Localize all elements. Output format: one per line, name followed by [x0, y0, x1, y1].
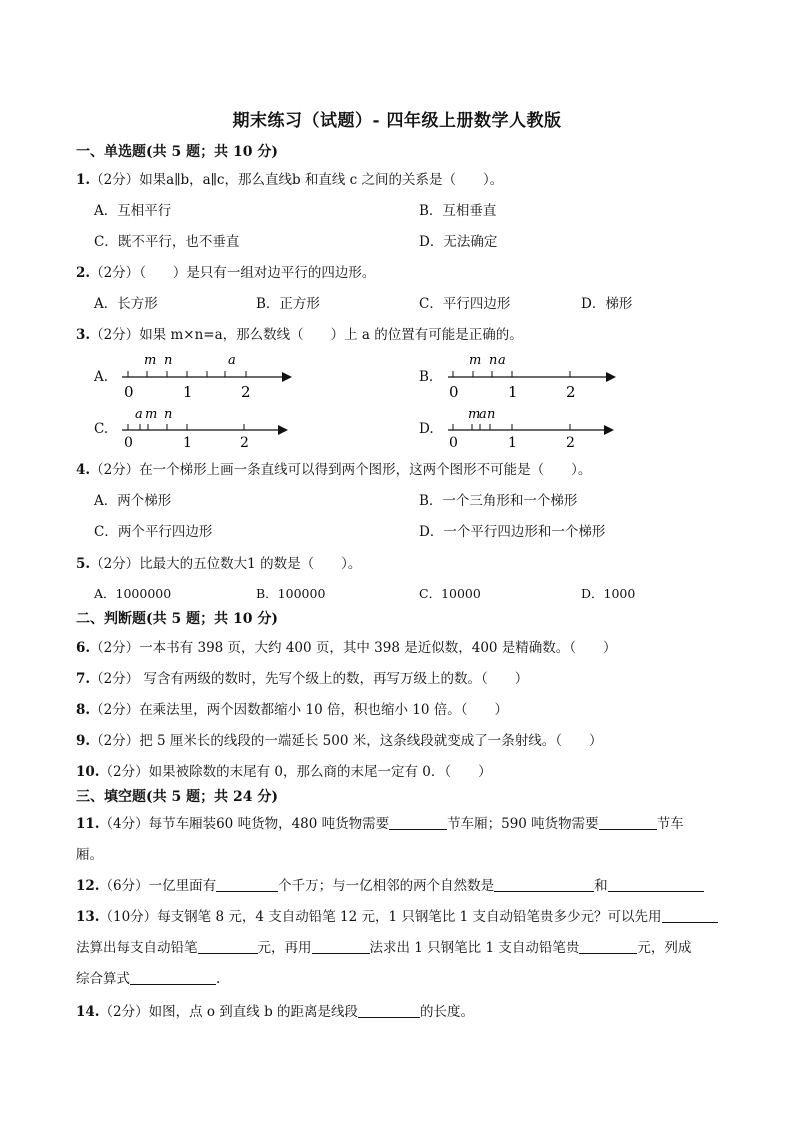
question-text: . — [216, 971, 221, 987]
answer-blank[interactable] — [312, 939, 370, 954]
tick-label-n: n — [489, 353, 498, 368]
tick-label-n: n — [487, 407, 496, 422]
tick-label-1: 1 — [508, 435, 517, 451]
question-text: 一本书有 398 页，大约 400 页，其中 398 是近似数，400 是精确数。（ ） — [139, 640, 617, 656]
question-text: 在一个梯形上画一条直线可以得到两个图形，这两个图形不可能是（ ）。 — [139, 462, 592, 478]
question-3 — [76, 323, 523, 343]
question-text: 把 5 厘米长的线段的一端延长 500 米，这条线段就变成了一条射线。（ ） — [139, 733, 603, 749]
q3-option-b-label: B. — [419, 369, 434, 385]
section-heading-single-choice: 一、单选题(共 5 题；共 10 分) — [76, 144, 278, 160]
question-score: （2分） — [90, 172, 140, 188]
q1-option-d: D．无法确定 — [419, 234, 498, 250]
question-9 — [76, 729, 602, 749]
question-score: （2分） — [90, 640, 140, 656]
tick-label-m: m — [145, 407, 158, 422]
tick-label-1: 1 — [183, 383, 193, 401]
question-11-continued: 厢。 — [76, 847, 103, 863]
answer-blank[interactable] — [198, 939, 258, 954]
q1-option-a: A．互相平行 — [94, 203, 172, 219]
tick-label-m: m — [144, 353, 157, 368]
question-text: 如图，点 o 到直线 b 的距离是线段 — [148, 1004, 359, 1020]
question-text: 如果a∥b，a∥c，那么直线b 和直线 c 之间的关系是（ ）。 — [139, 172, 504, 188]
question-text: 元，再用 — [257, 940, 312, 956]
question-number: 4. — [76, 462, 91, 478]
question-number: 1. — [76, 172, 91, 188]
q5-option-a: A．1000000 — [94, 586, 172, 601]
tick-label-m: m — [469, 353, 482, 368]
page-title: 期末练习（试题）- 四年级上册数学人教版 — [232, 111, 562, 131]
question-text: 比最大的五位数大1 的数是（ ）。 — [139, 556, 362, 572]
question-score: （10分） — [99, 909, 158, 925]
question-5 — [76, 552, 361, 572]
question-text: 综合算式 — [76, 971, 130, 987]
tick-label-n: n — [164, 353, 173, 368]
q3-option-a-label: A. — [94, 369, 109, 385]
question-14 — [76, 1000, 474, 1020]
question-number: 6. — [76, 640, 91, 656]
q3-number-line-c — [118, 403, 298, 453]
q3-option-d-label: D. — [419, 421, 434, 437]
q4-option-c: C．两个平行四边形 — [94, 524, 213, 540]
question-number: 8. — [76, 702, 91, 718]
tick-label-0: 0 — [449, 435, 458, 451]
tick-label-2: 2 — [566, 383, 576, 401]
question-number: 11. — [76, 816, 100, 832]
question-score: （2分） — [90, 265, 140, 281]
question-score: （6分） — [99, 878, 149, 894]
question-number: 14. — [76, 1004, 100, 1020]
question-text: 个千万；与一亿相邻的两个自然数是 — [278, 878, 495, 894]
question-score: （4分） — [99, 816, 149, 832]
question-4 — [76, 458, 591, 478]
tick-label-a: a — [228, 353, 236, 368]
q3-number-line-b — [444, 348, 624, 402]
question-6 — [76, 636, 617, 656]
question-text: （ ）是只有一组对边平行的四边形。 — [139, 265, 376, 281]
tick-label-a: a — [498, 353, 506, 368]
question-text: 法求出 1 只钢笔比 1 支自动铅笔贵 — [369, 940, 580, 956]
question-text: 每支钢笔 8 元，4 支自动铅笔 12 元，1 只钢笔比 1 支自动铅笔贵多少元？可以先用 — [157, 909, 662, 925]
question-text: 节车厢；590 吨货物需要 — [447, 816, 599, 832]
question-13-line-2 — [76, 936, 691, 956]
tick-label-a: a — [135, 407, 143, 422]
question-score: （2分） — [99, 1004, 149, 1020]
question-text: 的长度。 — [420, 1004, 475, 1020]
q4-option-b: B．一个三角形和一个梯形 — [419, 493, 578, 509]
tick-label-2: 2 — [240, 435, 249, 451]
question-number: 5. — [76, 556, 91, 572]
q2-option-b: B．正方形 — [256, 296, 320, 312]
question-number: 7. — [76, 671, 91, 687]
question-11 — [76, 812, 684, 832]
question-number: 3. — [76, 327, 91, 343]
answer-blank[interactable] — [579, 939, 637, 954]
question-score: （2分） — [90, 733, 140, 749]
q2-option-d: D．梯形 — [581, 296, 633, 312]
question-text: 每节车厢装60 吨货物，480 吨货物需要 — [148, 816, 390, 832]
question-text: 写含有两级的数时，先写个级上的数，再写万级上的数。（ ） — [139, 671, 529, 687]
question-score: （2分） — [90, 327, 140, 343]
question-number: 2. — [76, 265, 91, 281]
tick-label-1: 1 — [508, 383, 518, 401]
q3-number-line-a — [118, 348, 298, 402]
answer-blank[interactable] — [494, 877, 594, 892]
q2-option-c: C．平行四边形 — [419, 296, 511, 312]
q5-option-b: B．100000 — [256, 586, 326, 601]
question-1 — [76, 168, 503, 188]
answer-blank[interactable] — [130, 970, 216, 985]
question-text: 和 — [594, 878, 608, 894]
q1-option-b: B．互相垂直 — [419, 203, 497, 219]
question-number: 12. — [76, 878, 100, 894]
tick-label-n: n — [164, 407, 173, 422]
question-2 — [76, 261, 375, 281]
question-text: 在乘法里，两个因数都缩小 10 倍，积也缩小 10 倍。（ ） — [139, 702, 508, 718]
q4-option-d: D．一个平行四边形和一个梯形 — [419, 524, 606, 540]
question-text: 节车 — [656, 816, 684, 832]
q1-option-c: C．既不平行，也不垂直 — [94, 234, 240, 250]
question-text: 法算出每支自动铅笔 — [76, 940, 198, 956]
answer-blank[interactable] — [599, 815, 657, 830]
tick-label-m: m — [468, 407, 481, 422]
tick-label-2: 2 — [566, 435, 575, 451]
question-score: （2分） — [90, 462, 140, 478]
question-10 — [76, 760, 492, 780]
tick-label-0: 0 — [124, 383, 134, 401]
question-8 — [76, 698, 508, 718]
q4-option-a: A．两个梯形 — [94, 493, 172, 509]
section-heading-fill-blank: 三、填空题(共 5 题；共 24 分) — [76, 789, 278, 805]
question-score: （2分） — [99, 764, 149, 780]
section-heading-true-false: 二、判断题(共 5 题；共 10 分) — [76, 611, 278, 627]
question-12 — [76, 874, 704, 894]
tick-label-0: 0 — [124, 435, 133, 451]
answer-blank[interactable] — [216, 877, 278, 892]
tick-label-0: 0 — [449, 383, 459, 401]
q5-option-c: C．10000 — [419, 586, 481, 601]
q3-number-line-d — [444, 403, 624, 453]
question-score: （2分） — [90, 702, 140, 718]
answer-blank[interactable] — [608, 877, 704, 892]
question-score: （2分） — [90, 556, 140, 572]
question-text: 如果被除数的末尾有 0，那么商的末尾一定有 0．（ ） — [148, 764, 492, 780]
tick-label-a: a — [479, 407, 487, 422]
question-score: （2分） — [90, 671, 140, 687]
answer-blank[interactable] — [662, 908, 718, 923]
q5-option-d: D．1000 — [581, 586, 636, 601]
question-text: 一亿里面有 — [148, 878, 217, 894]
question-text: 如果 m×n=a，那么数线（ ）上 a 的位置有可能是正确的。 — [139, 327, 523, 343]
q3-option-c-label: C. — [94, 421, 109, 437]
question-text: 元，列成 — [637, 940, 692, 956]
question-number: 9. — [76, 733, 91, 749]
q2-option-a: A．长方形 — [94, 296, 158, 312]
question-13 — [76, 905, 718, 925]
question-13-line-3 — [76, 967, 220, 987]
question-number: 10. — [76, 764, 100, 780]
answer-blank[interactable] — [389, 815, 447, 830]
question-7 — [76, 667, 528, 687]
question-number: 13. — [76, 909, 100, 925]
tick-label-2: 2 — [241, 383, 251, 401]
answer-blank[interactable] — [358, 1003, 420, 1018]
tick-label-1: 1 — [183, 435, 192, 451]
